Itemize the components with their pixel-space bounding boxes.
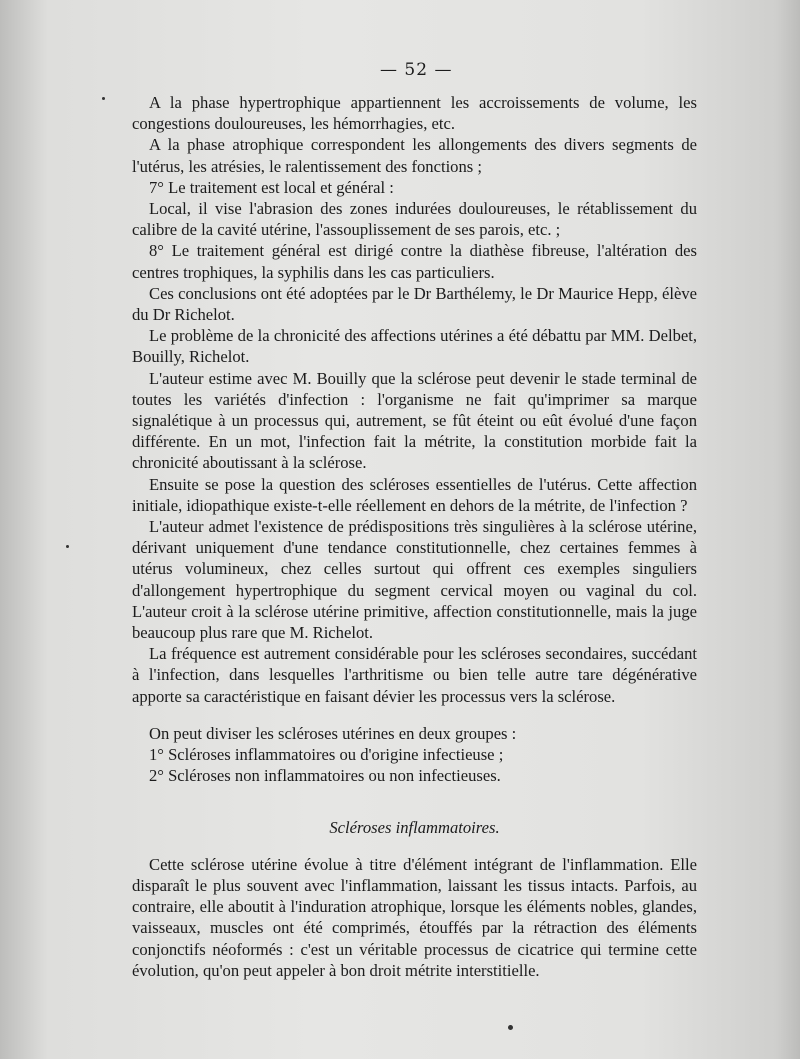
paragraph-treatment-8: 8° Le traitement général est dirigé contre la diathèse fibreuse, l'altération des centres trophiques, la syphilis dans les cas particuliers. <box>132 241 697 282</box>
paragraph-essential-scleroses: Ensuite se pose la question des scléroses essentielles de l'utérus. Cette affection initiale, idiopathique existe-t-elle réellement en dehors de la métrite, de l'infection ? <box>132 474 697 515</box>
list-item-group-1: 1° Scléroses inflammatoires ou d'origine infectieuse ; <box>149 745 504 765</box>
scan-speck <box>102 97 105 100</box>
scan-speck <box>508 1025 513 1030</box>
spacer <box>132 707 697 723</box>
paragraph-inflammatory-sclerosis: Cette sclérose utérine évolue à titre d'élément intégrant de l'inflammation. Elle disparaît le plus souvent avec l'inflammation, laissant les tissus intacts. Parfois, au contraire, elle aboutit à l'induration atrophique, lorsque les éléments nobles, glandes, vaisseaux, muscles ont été comprimés, étouffés par la rétraction des éléments conjonctifs néoformés : c'est un véritable processus de cicatrice qui termine cette évolution, qu'on peut appeler à bon droit métrite interstitielle. <box>132 854 697 980</box>
paragraph-division-intro: On peut diviser les scléroses utérines en deux groupes : <box>149 723 517 743</box>
spacer <box>132 787 697 817</box>
paragraph-predispositions: L'auteur admet l'existence de prédispositions très singulières à la sclérose utérine, dérivant uniquement d'une tendance constitutionnelle, chez certaines femmes à utérus volumineux, chez celles surtout qui offrent ces exemples singuliers d'allongement hypertrophique du segment cervical moyen ou vaginal du col. L'auteur croit à la sclérose utérine primitive, affection constitutionnelle, mais la juge beaucoup plus rare que M. Richelot. <box>132 517 697 643</box>
paragraph-hypertrophic-phase: A la phase hypertrophique appartiennent les accroissements de volume, les congestions douloureuses, les hémorrhagies, etc. <box>132 93 697 134</box>
paragraph-atrophic-phase: A la phase atrophique correspondent les allongements des divers segments de l'utérus, les atrésies, le ralentissement des fonctions ; <box>132 135 697 176</box>
paragraph-author-estimate: L'auteur estime avec M. Bouilly que la sclérose peut devenir le stade terminal de toutes les variétés d'infection : l'organisme ne fait qu'imprimer sa marque signalétique à un processus qui, autrement, se fût éteint ou eût évolué d'une façon différente. En un mot, l'infection fait la métrite, la constitution morbide fait la chronicité aboutissant à la sclérose. <box>132 368 697 473</box>
paragraph-local-treatment: Local, il vise l'abrasion des zones indurées douloureuses, le rétablissement du calibre de la cavité utérine, l'assouplissement de ses parois, etc. ; <box>132 199 697 240</box>
scan-speck <box>66 545 69 548</box>
paragraph-treatment-7: 7° Le traitement est local et général : <box>149 177 394 197</box>
section-heading: Scléroses inflammatoires. <box>329 817 500 837</box>
paragraph-frequency: La fréquence est autrement considérable pour les scléroses secondaires, succédant à l'infection, dans lesquelles l'arthritisme ou bien telle autre tare dégénérative apporte sa caractéristique en faisant dévier les processus vers la sclérose. <box>132 644 697 706</box>
spacer <box>132 838 697 854</box>
page-number: — 52 — <box>380 60 453 80</box>
paragraph-chronicity: Le problème de la chronicité des affections utérines a été débattu par MM. Delbet, Bouilly, Richelot. <box>132 326 697 367</box>
body-text <box>132 92 697 981</box>
paragraph-conclusions: Ces conclusions ont été adoptées par le Dr Barthélemy, le Dr Maurice Hepp, élève du Dr Richelot. <box>132 283 697 325</box>
list-item-group-2: 2° Scléroses non inflammatoires ou non infectieuses. <box>149 766 501 786</box>
